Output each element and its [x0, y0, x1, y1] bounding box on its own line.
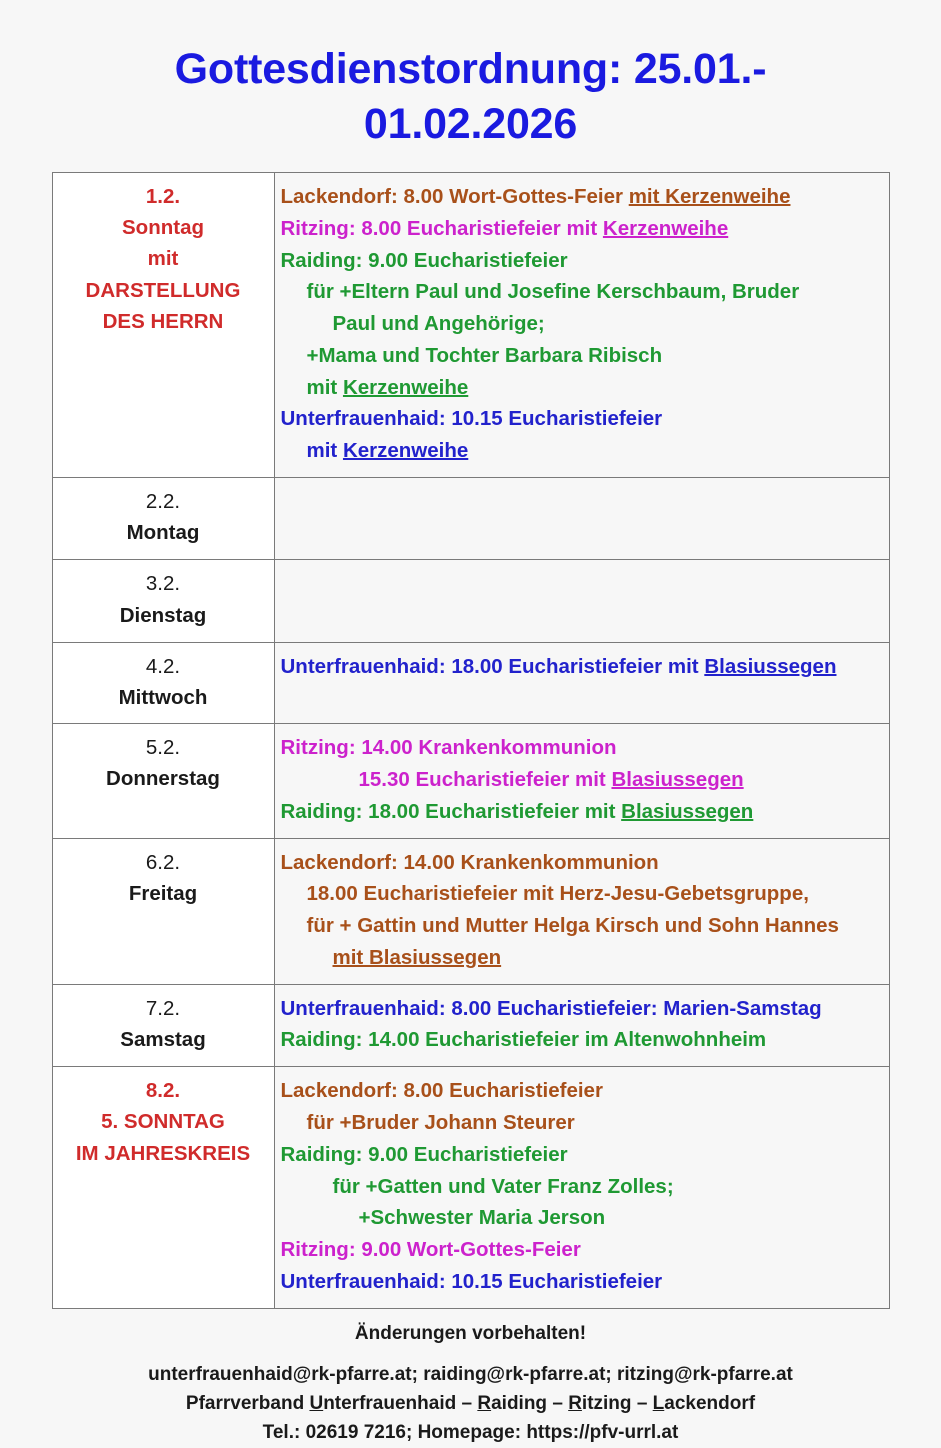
service-entry-text: Unterfrauenhaid: 10.15 Eucharistiefeier: [280, 407, 663, 431]
service-entry: [281, 308, 883, 340]
service-entry-text: Raiding: 9.00 Eucharistiefeier: [280, 1142, 568, 1166]
day-cell: [52, 173, 274, 478]
empty-events-placeholder: [281, 568, 883, 600]
service-entry: [281, 213, 883, 245]
day-cell: [52, 560, 274, 643]
service-entry: [281, 181, 883, 213]
service-entry-text: für + Gattin und Mutter Helga Kirsch und Sohn Hannes: [306, 914, 839, 938]
footer-parish-names: Unterfrauenhaid – Raiding – Ritzing – Lackendorf: [309, 1392, 756, 1414]
empty-events-placeholder: [281, 486, 883, 518]
service-entry: [281, 910, 883, 942]
day-weekday: Mittwoch: [118, 686, 208, 710]
table-row: [52, 1067, 889, 1308]
day-date: 5.2.: [145, 736, 181, 760]
service-entry-text: Ritzing: 14.00 Krankenkommunion: [280, 736, 617, 760]
footer-phone-homepage[interactable]: Tel.: 02619 7216; Homepage: https://pfv-urrl.at: [262, 1421, 679, 1443]
footer-parish-prefix: Pfarrverband: [185, 1392, 310, 1414]
service-entry-text: Paul und Angehörige;: [332, 312, 545, 336]
service-entry-text: Ritzing: 9.00 Wort-Gottes-Feier: [280, 1238, 581, 1262]
day-cell: [52, 724, 274, 838]
day-weekday: Freitag: [128, 881, 198, 905]
service-entry-emphasis: Kerzenweihe: [342, 439, 469, 463]
service-entry: [281, 796, 883, 828]
service-entry-emphasis: Blasiussegen: [611, 768, 744, 792]
service-entry-text: mit: [306, 439, 343, 463]
service-entry-emphasis: Kerzenweihe: [602, 216, 729, 240]
day-date: 3.2.: [145, 572, 181, 596]
parish-initial: R: [477, 1392, 492, 1414]
service-schedule-table: [52, 172, 890, 1309]
service-entry-text: für +Bruder Johann Steurer: [306, 1110, 575, 1134]
day-feast-line-3: DES HERRN: [102, 309, 224, 333]
service-entry-text: für +Gatten und Vater Franz Zolles;: [332, 1174, 674, 1198]
table-row: [52, 643, 889, 724]
service-entry-text: Raiding: 9.00 Eucharistiefeier: [280, 248, 568, 272]
day-cell: [52, 838, 274, 984]
day-cell: [52, 1067, 274, 1308]
footer-parish-association: [40, 1390, 901, 1419]
events-cell: [274, 560, 889, 643]
service-entry-text: Raiding: 18.00 Eucharistiefeier mit: [280, 799, 622, 823]
service-entry: [281, 276, 883, 308]
table-row: [52, 560, 889, 643]
events-cell: [274, 173, 889, 478]
empty-events-placeholder: [281, 518, 883, 550]
events-cell: [274, 477, 889, 560]
service-entry-text: Raiding: 14.00 Eucharistiefeier im Altenwohnheim: [280, 1028, 767, 1052]
service-entry-emphasis: mit Kerzenweihe: [628, 185, 791, 209]
service-entry: [281, 1024, 883, 1056]
parish-initial: U: [309, 1392, 324, 1414]
table-row: [52, 477, 889, 560]
service-entry: [281, 878, 883, 910]
service-entry-text: Ritzing: 8.00 Eucharistiefeier mit: [280, 216, 603, 240]
service-entry-text: Unterfrauenhaid: 10.15 Eucharistiefeier: [280, 1269, 663, 1293]
day-date: 4.2.: [145, 655, 181, 679]
events-cell: [274, 984, 889, 1067]
service-entry-text: Lackendorf: 14.00 Krankenkommunion: [280, 850, 659, 874]
day-feast-line-1: IM JAHRESKREIS: [75, 1141, 251, 1165]
day-cell: [52, 477, 274, 560]
service-entry-text: +Schwester Maria Jerson: [358, 1206, 606, 1230]
day-weekday: Samstag: [120, 1027, 206, 1051]
service-entry-text: +Mama und Tochter Barbara Ribisch: [306, 343, 663, 367]
service-entry-emphasis: Blasiussegen: [704, 655, 837, 679]
day-date: 1.2.: [145, 185, 181, 209]
table-row: [52, 724, 889, 838]
service-entry: [281, 1234, 883, 1266]
service-entry-text: 15.30 Eucharistiefeier mit: [358, 768, 612, 792]
service-entry: [281, 1107, 883, 1139]
service-entry: [281, 372, 883, 404]
day-feast-line-1: mit: [147, 247, 179, 271]
day-weekday: Montag: [126, 521, 200, 545]
footer: [0, 1309, 941, 1448]
service-entry-emphasis: mit Blasiussegen: [332, 945, 502, 969]
service-entry: [281, 1202, 883, 1234]
parish-initial: L: [652, 1392, 665, 1414]
events-cell: [274, 838, 889, 984]
service-entry: [281, 993, 883, 1025]
service-entry: [281, 732, 883, 764]
day-cell: [52, 643, 274, 724]
table-row: [52, 984, 889, 1067]
day-cell: [52, 984, 274, 1067]
events-cell: [274, 1067, 889, 1308]
day-weekday: Dienstag: [119, 603, 207, 627]
service-entry-text: mit: [306, 375, 343, 399]
day-date: 8.2.: [145, 1079, 181, 1103]
service-entry-text: für +Eltern Paul und Josefine Kerschbaum, Bruder: [306, 280, 800, 304]
events-cell: [274, 724, 889, 838]
service-entry-text: Unterfrauenhaid: 18.00 Eucharistiefeier mit: [280, 655, 705, 679]
page-title-line-1: Gottesdienstordnung: 25.01.-: [174, 45, 767, 93]
service-entry: [281, 942, 883, 974]
day-date: 6.2.: [145, 850, 181, 874]
service-entry-text: Lackendorf: 8.00 Eucharistiefeier: [280, 1079, 603, 1103]
service-entry: [281, 245, 883, 277]
empty-events-placeholder: [281, 600, 883, 632]
footer-contact: [40, 1361, 901, 1448]
service-entry: [281, 403, 883, 435]
service-entry: [281, 1266, 883, 1298]
footer-emails[interactable]: unterfrauenhaid@rk-pfarre.at; raiding@rk-pfarre.at; ritzing@rk-pfarre.at: [148, 1364, 793, 1386]
table-row: [52, 838, 889, 984]
service-entry-text: Lackendorf: 8.00 Wort-Gottes-Feier: [280, 185, 629, 209]
day-weekday: 5. SONNTAG: [101, 1110, 225, 1134]
service-entry-text: Unterfrauenhaid: 8.00 Eucharistiefeier: Marien-Samstag: [280, 996, 822, 1020]
service-entry: [281, 651, 883, 683]
service-entry-emphasis: Kerzenweihe: [342, 375, 469, 399]
service-entry: [281, 340, 883, 372]
service-entry-text: 18.00 Eucharistiefeier mit Herz-Jesu-Gebetsgruppe,: [306, 882, 809, 906]
service-entry-emphasis: Blasiussegen: [621, 799, 754, 823]
service-entry: [281, 1139, 883, 1171]
page-title: [0, 0, 941, 152]
service-entry: [281, 847, 883, 879]
day-weekday: Sonntag: [122, 216, 204, 240]
events-cell: [274, 643, 889, 724]
service-entry: [281, 764, 883, 796]
day-feast-line-2: DARSTELLUNG: [85, 278, 241, 302]
service-entry: [281, 1075, 883, 1107]
page-title-line-2: 01.02.2026: [363, 100, 578, 149]
table-row: [52, 173, 889, 478]
day-date: 2.2.: [145, 489, 181, 513]
parish-initial: R: [568, 1392, 582, 1414]
day-weekday: Donnerstag: [106, 767, 220, 791]
day-date: 7.2.: [145, 996, 181, 1020]
service-entry: [281, 1171, 883, 1203]
footer-disclaimer: Änderungen vorbehalten!: [354, 1322, 587, 1344]
service-entry: [281, 435, 883, 467]
